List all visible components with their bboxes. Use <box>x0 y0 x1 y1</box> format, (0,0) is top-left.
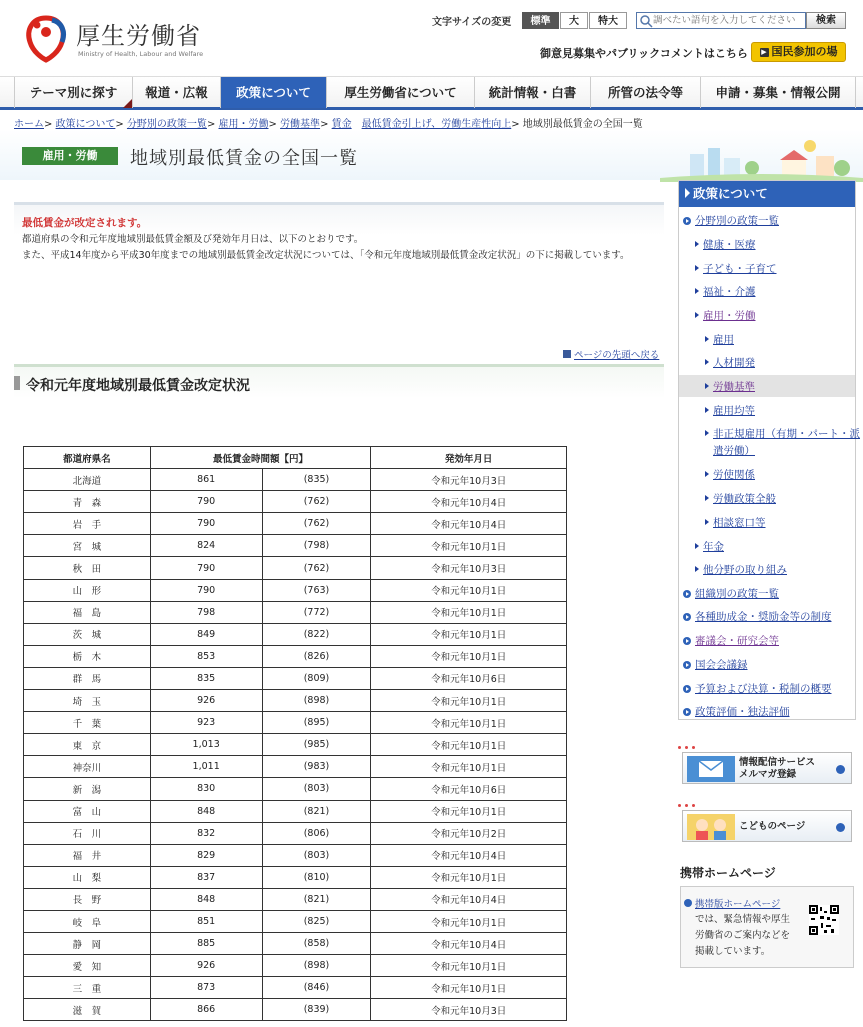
previous-wage-cell: (895) <box>262 712 371 734</box>
search-button[interactable]: 検索 <box>806 12 846 29</box>
previous-wage-cell: (809) <box>262 667 371 689</box>
mail-magazine-banner[interactable] <box>682 752 852 784</box>
effective-date-cell: 令和元年10月1日 <box>371 866 567 888</box>
divider-dots <box>678 738 856 742</box>
sidebar-item-other-fields[interactable] <box>695 562 787 577</box>
sidebar-item-labor-standards[interactable] <box>679 375 855 397</box>
effective-date-cell: 令和元年10月4日 <box>371 491 567 513</box>
triangle-icon <box>695 241 699 247</box>
sidebar-item-employment[interactable] <box>705 332 734 347</box>
citizen-participation-button[interactable] <box>751 42 846 62</box>
bullet-icon <box>684 899 692 907</box>
children-icon <box>687 814 735 840</box>
sidebar-item-children[interactable] <box>695 261 777 276</box>
sidebar-heading <box>679 181 855 207</box>
sidebar-item-label: 人材開発 <box>713 357 755 369</box>
wage-cell: 830 <box>150 778 262 800</box>
wage-cell: 1,013 <box>150 734 262 756</box>
font-size-large-button[interactable]: 大 <box>560 12 588 29</box>
wage-cell: 885 <box>150 933 262 955</box>
sidebar-item-organizations[interactable] <box>683 586 779 601</box>
prefecture-cell: 青 森 <box>24 491 151 513</box>
sidebar-item-evaluation[interactable] <box>683 704 790 719</box>
wage-cell: 798 <box>150 601 262 623</box>
banner-line: 情報配信サービス <box>739 757 816 768</box>
table-row <box>24 822 567 844</box>
triangle-icon <box>705 336 709 342</box>
sidebar-item-label: 福祉・介護 <box>703 286 756 298</box>
notice-heading: 最低賃金が改定されます。 <box>22 217 148 229</box>
wage-cell: 849 <box>150 623 262 645</box>
table-row <box>24 734 567 756</box>
search-icon <box>639 14 653 28</box>
previous-wage-cell: (762) <box>262 491 371 513</box>
sidebar-item-label: 労働政策全般 <box>713 493 776 505</box>
table-row <box>24 778 567 800</box>
table-row <box>24 933 567 955</box>
wage-cell: 829 <box>150 844 262 866</box>
search-input[interactable] <box>653 13 805 28</box>
bullet-icon <box>683 708 691 716</box>
wage-cell: 790 <box>150 513 262 535</box>
sidebar-item-diet-records[interactable] <box>683 657 748 672</box>
previous-wage-cell: (898) <box>262 955 371 977</box>
previous-wage-cell: (806) <box>262 822 371 844</box>
previous-wage-cell: (762) <box>262 557 371 579</box>
table-row <box>24 513 567 535</box>
previous-wage-cell: (822) <box>262 623 371 645</box>
nav-item-applications[interactable]: 申請・募集・情報公開 <box>700 77 856 108</box>
table-row <box>24 645 567 667</box>
triangle-icon <box>695 288 699 294</box>
sidebar-item-budget[interactable] <box>683 681 832 696</box>
corner-marker-icon <box>123 99 132 108</box>
previous-wage-cell: (846) <box>262 977 371 999</box>
site-name-en: Ministry of Health, Labour and Welfare <box>78 50 204 58</box>
sidebar-item-labor-policy[interactable] <box>705 491 776 506</box>
table-body <box>24 469 567 1021</box>
table-row <box>24 601 567 623</box>
wage-cell: 824 <box>150 535 262 557</box>
triangle-icon <box>705 407 709 413</box>
previous-wage-cell: (821) <box>262 888 371 910</box>
bullet-icon <box>683 637 691 645</box>
font-size-label: 文字サイズの変更 <box>432 17 512 28</box>
previous-wage-cell: (763) <box>262 579 371 601</box>
effective-date-cell: 令和元年10月6日 <box>371 778 567 800</box>
triangle-icon <box>705 495 709 501</box>
nav-item-press[interactable]: 報道・広報 <box>132 77 220 108</box>
triangle-icon <box>695 312 699 318</box>
breadcrumb: ホーム> 政策について> 分野別の政策一覧> 雇用・労働> 労働基準> 賃金 最低賃金引上げ、労働生産性向上> 地域別最低賃金の全国一覧 <box>14 119 643 130</box>
previous-wage-cell: (835) <box>262 469 371 491</box>
wage-cell: 832 <box>150 822 262 844</box>
sidebar-item-label: 雇用 <box>713 334 734 346</box>
citizen-participation-label: 国民参加の場 <box>771 45 838 58</box>
prefecture-cell: 宮 城 <box>24 535 151 557</box>
table-row <box>24 888 567 910</box>
triangle-icon <box>695 543 699 549</box>
sidebar-item-label: 相談窓口等 <box>713 517 766 529</box>
wage-cell: 790 <box>150 491 262 513</box>
table-row <box>24 667 567 689</box>
notice-box <box>14 202 664 352</box>
sidebar-item-label: 他分野の取り組み <box>703 564 787 576</box>
sidebar-item-label: 非正規雇用（有期・パート・派 <box>713 428 860 440</box>
prefecture-cell: 愛 知 <box>24 955 151 977</box>
prefecture-cell: 滋 賀 <box>24 999 151 1021</box>
table-row <box>24 623 567 645</box>
sidebar-item-councils[interactable] <box>683 633 779 648</box>
effective-date-cell: 令和元年10月1日 <box>371 712 567 734</box>
effective-date-cell: 令和元年10月4日 <box>371 844 567 866</box>
sidebar-item-health[interactable] <box>695 237 756 252</box>
notice-body <box>22 232 658 264</box>
effective-date-cell: 令和元年10月1日 <box>371 734 567 756</box>
sidebar-item-label: 年金 <box>703 541 724 553</box>
effective-date-cell: 令和元年10月1日 <box>371 756 567 778</box>
effective-date-cell: 令和元年10月3日 <box>371 469 567 491</box>
sidebar-item-welfare[interactable] <box>695 284 756 299</box>
effective-date-cell: 令和元年10月2日 <box>371 822 567 844</box>
section-header <box>14 364 664 398</box>
sidebar-item-label: 雇用・労働 <box>703 310 756 322</box>
sidebar-item-nonregular[interactable] <box>705 426 860 441</box>
wage-cell: 853 <box>150 645 262 667</box>
effective-date-cell: 令和元年10月3日 <box>371 999 567 1021</box>
previous-wage-cell: (898) <box>262 690 371 712</box>
prefecture-cell: 茨 城 <box>24 623 151 645</box>
sidebar-item-label: 予算および決算・税制の概要 <box>695 683 832 695</box>
arrow-icon <box>685 188 690 198</box>
mail-magazine-text <box>739 757 815 781</box>
table-header-row <box>24 447 567 469</box>
sidebar-item-label: 政策評価・独法評価 <box>695 706 790 718</box>
effective-date-cell: 令和元年10月6日 <box>371 667 567 689</box>
previous-wage-cell: (798) <box>262 535 371 557</box>
banner-line: メルマガ登録 <box>739 769 797 780</box>
table-row <box>24 844 567 866</box>
triangle-icon <box>705 359 709 365</box>
wage-cell: 790 <box>150 557 262 579</box>
effective-date-cell: 令和元年10月1日 <box>371 800 567 822</box>
prefecture-cell: 新 潟 <box>24 778 151 800</box>
arrow-right-icon <box>836 765 845 774</box>
triangle-icon <box>695 265 699 271</box>
effective-date-cell: 令和元年10月4日 <box>371 933 567 955</box>
prefecture-cell: 静 岡 <box>24 933 151 955</box>
sidebar-item-labor-relations[interactable] <box>705 467 755 482</box>
prefecture-cell: 三 重 <box>24 977 151 999</box>
wage-cell: 926 <box>150 690 262 712</box>
previous-wage-cell: (839) <box>262 999 371 1021</box>
prefecture-cell: 栃 木 <box>24 645 151 667</box>
effective-date-cell: 令和元年10月1日 <box>371 623 567 645</box>
previous-wage-cell: (762) <box>262 513 371 535</box>
bullet-icon <box>683 661 691 669</box>
town-illustration-icon <box>660 138 863 182</box>
search-box <box>636 12 806 29</box>
nav-label: テーマ別に探す <box>29 85 118 100</box>
table-row <box>24 469 567 491</box>
sidebar-item-label: 労働基準 <box>713 381 755 393</box>
sidebar-item-label: 審議会・研究会等 <box>695 635 779 647</box>
mobile-site-title: 携帯ホームページ <box>680 866 776 880</box>
triangle-icon <box>695 566 699 572</box>
previous-wage-cell: (983) <box>262 756 371 778</box>
arrow-icon: ▶ <box>761 48 767 56</box>
font-size-xlarge-button[interactable]: 特大 <box>589 12 627 29</box>
triangle-icon <box>705 383 709 389</box>
sidebar-item-hr-development[interactable] <box>705 355 755 370</box>
nav-item-laws[interactable]: 所管の法令等 <box>590 77 700 108</box>
wage-cell: 866 <box>150 999 262 1021</box>
envelope-icon <box>687 756 735 782</box>
page-top-link[interactable] <box>563 347 659 361</box>
sidebar-item-pension[interactable] <box>695 539 724 554</box>
notice-line: また、平成14年度から平成30年度までの地域別最低賃金改定状況については、「令和元年度地域別最低賃金改定状況」の下に掲載しています。 <box>22 250 630 261</box>
effective-date-cell: 令和元年10月1日 <box>371 579 567 601</box>
effective-date-cell: 令和元年10月4日 <box>371 513 567 535</box>
wage-cell: 861 <box>150 469 262 491</box>
table-row <box>24 866 567 888</box>
previous-wage-cell: (821) <box>262 800 371 822</box>
nav-item-about[interactable]: 厚生労働省について <box>326 77 474 108</box>
logo-mark-icon <box>22 12 70 64</box>
effective-date-cell: 令和元年10月1日 <box>371 601 567 623</box>
sidebar-item-labor[interactable] <box>695 308 756 323</box>
previous-wage-cell: (810) <box>262 866 371 888</box>
prefecture-cell: 東 京 <box>24 734 151 756</box>
kids-page-banner[interactable] <box>682 810 852 842</box>
table-row <box>24 999 567 1021</box>
sidebar-item-subsidies[interactable] <box>683 609 832 624</box>
triangle-icon <box>705 430 709 436</box>
table-row <box>24 977 567 999</box>
arrow-up-icon <box>563 350 571 358</box>
table-row <box>24 535 567 557</box>
site-logo[interactable] <box>22 12 222 64</box>
font-size-standard-button[interactable]: 標準 <box>522 12 559 29</box>
bullet-icon <box>683 685 691 693</box>
notice-line: 都道府県の令和元年度地域別最低賃金額及び発効年月日は、以下のとおりです。 <box>22 234 364 245</box>
public-comment-link[interactable]: 御意見募集やパブリックコメントはこちら <box>540 47 748 60</box>
breadcrumb-link[interactable]: ホーム <box>14 119 44 130</box>
prefecture-cell: 秋 田 <box>24 557 151 579</box>
breadcrumb-link[interactable]: 労働基準 <box>280 119 321 130</box>
sidebar-heading-label: 政策について <box>693 186 768 201</box>
mobile-site-box <box>680 886 854 968</box>
wage-cell: 926 <box>150 955 262 977</box>
prefecture-cell: 北海道 <box>24 469 151 491</box>
breadcrumb-link[interactable]: 政策について <box>55 119 116 130</box>
page-top-label: ページの先頭へ戻る <box>574 350 660 361</box>
wage-cell: 873 <box>150 977 262 999</box>
nav-item-theme[interactable] <box>14 77 132 108</box>
prefecture-cell: 群 馬 <box>24 667 151 689</box>
prefecture-cell: 千 葉 <box>24 712 151 734</box>
wage-cell: 837 <box>150 866 262 888</box>
mobile-site-link[interactable] <box>684 896 780 910</box>
site-header <box>0 0 863 76</box>
prefecture-cell: 石 川 <box>24 822 151 844</box>
sidebar-item-label: 子ども・子育て <box>703 263 777 275</box>
prefecture-cell: 富 山 <box>24 800 151 822</box>
sidebar-item-consultation[interactable] <box>705 515 766 530</box>
table-row <box>24 491 567 513</box>
previous-wage-cell: (803) <box>262 778 371 800</box>
effective-date-cell: 令和元年10月1日 <box>371 955 567 977</box>
sidebar-nav <box>678 180 860 720</box>
sidebar-item-nonregular-cont[interactable]: 遣労働） <box>713 445 755 457</box>
wage-cell: 790 <box>150 579 262 601</box>
kids-page-label: こどものページ <box>739 821 806 832</box>
wage-cell: 848 <box>150 888 262 910</box>
wage-cell: 848 <box>150 800 262 822</box>
table-row <box>24 800 567 822</box>
page-title: 地域別最低賃金の全国一覧 <box>130 148 358 169</box>
sidebar-item-label: 労使関係 <box>713 469 755 481</box>
prefecture-cell: 福 井 <box>24 844 151 866</box>
wage-cell: 851 <box>150 910 262 932</box>
table-row <box>24 557 567 579</box>
section-marker-icon <box>14 376 20 390</box>
breadcrumb-current: 地域別最低賃金の全国一覧 <box>522 119 643 130</box>
effective-date-cell: 令和元年10月1日 <box>371 535 567 557</box>
prefecture-cell: 埼 玉 <box>24 690 151 712</box>
effective-date-cell: 令和元年10月1日 <box>371 977 567 999</box>
sidebar-item-label: 国会会議録 <box>695 659 748 671</box>
column-header: 発効年月日 <box>371 447 567 469</box>
effective-date-cell: 令和元年10月1日 <box>371 690 567 712</box>
prefecture-cell: 福 島 <box>24 601 151 623</box>
column-header: 最低賃金時間額【円】 <box>150 447 371 469</box>
table-row <box>24 756 567 778</box>
sidebar-item-label: 各種助成金・奨励金等の制度 <box>695 611 832 623</box>
bullet-icon <box>683 217 691 225</box>
bullet-icon <box>683 590 691 598</box>
effective-date-cell: 令和元年10月1日 <box>371 910 567 932</box>
mobile-site-text: では、緊急情報や厚生労働省のご案内などを掲載しています。 <box>695 914 791 957</box>
prefecture-cell: 神奈川 <box>24 756 151 778</box>
divider-dots <box>678 796 856 800</box>
wage-cell: 923 <box>150 712 262 734</box>
breadcrumb-link[interactable]: 雇用・労働 <box>218 119 269 130</box>
triangle-icon <box>705 519 709 525</box>
wage-cell: 1,011 <box>150 756 262 778</box>
breadcrumb-link[interactable]: 賃金 <box>331 119 352 130</box>
breadcrumb-link[interactable]: 分野別の政策一覧 <box>126 119 207 130</box>
sidebar-item-equality[interactable] <box>705 403 755 418</box>
triangle-icon <box>705 471 709 477</box>
prefecture-cell: 岩 手 <box>24 513 151 535</box>
breadcrumb-link[interactable]: 最低賃金引上げ、労働生産性向上 <box>361 119 512 130</box>
table-row <box>24 955 567 977</box>
sidebar-item-label: 分野別の政策一覧 <box>695 215 779 227</box>
sidebar-item-label: 組織別の政策一覧 <box>695 588 779 600</box>
qr-code-icon <box>809 905 839 935</box>
prefecture-cell: 山 梨 <box>24 866 151 888</box>
sidebar-item-label: 健康・医療 <box>703 239 756 251</box>
wage-cell: 835 <box>150 667 262 689</box>
nav-item-statistics[interactable]: 統計情報・白書 <box>474 77 590 108</box>
column-header: 都道府県名 <box>24 447 151 469</box>
effective-date-cell: 令和元年10月1日 <box>371 645 567 667</box>
effective-date-cell: 令和元年10月4日 <box>371 888 567 910</box>
previous-wage-cell: (803) <box>262 844 371 866</box>
sidebar-item-label: 雇用均等 <box>713 405 755 417</box>
arrow-right-icon <box>836 823 845 832</box>
table-row <box>24 579 567 601</box>
table-row <box>24 690 567 712</box>
previous-wage-cell: (825) <box>262 910 371 932</box>
nav-item-policy[interactable]: 政策について <box>220 77 326 108</box>
prefecture-cell: 山 形 <box>24 579 151 601</box>
table-row <box>24 712 567 734</box>
previous-wage-cell: (858) <box>262 933 371 955</box>
previous-wage-cell: (985) <box>262 734 371 756</box>
site-name: 厚生労働省 <box>76 22 201 50</box>
previous-wage-cell: (772) <box>262 601 371 623</box>
prefecture-cell: 岐 阜 <box>24 910 151 932</box>
bullet-icon <box>683 613 691 621</box>
prefecture-cell: 長 野 <box>24 888 151 910</box>
previous-wage-cell: (826) <box>262 645 371 667</box>
effective-date-cell: 令和元年10月3日 <box>371 557 567 579</box>
sidebar-item-fields[interactable] <box>683 213 779 228</box>
minimum-wage-table <box>23 446 567 1021</box>
section-title: 令和元年度地域別最低賃金改定状況 <box>26 378 250 394</box>
global-nav <box>0 76 863 110</box>
category-badge: 雇用・労働 <box>22 147 118 165</box>
table-row <box>24 910 567 932</box>
mobile-link-label: 携帯版ホームページ <box>695 899 781 910</box>
